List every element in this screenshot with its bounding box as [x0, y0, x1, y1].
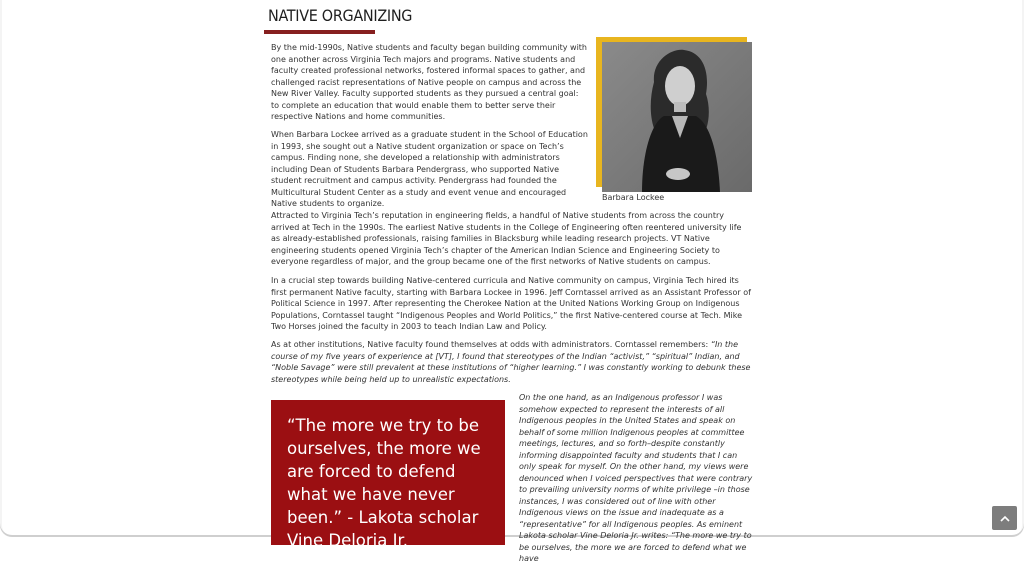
paragraph-corntassel	[271, 339, 753, 385]
scroll-to-top-button[interactable]	[992, 506, 1017, 530]
title-underline	[264, 30, 375, 34]
paragraph-intro: By the mid-1990s, Native students and faculty began building community with one another across Virginia Tech majors and programs. Native students and faculty created professional networks, fostered informal spaces to gather, and challenged racist representations of Native people on campus and across the New River Valley. Faculty supported students as they pursued a central goal: to complete an education that would enable them to better serve their respective Nations and home communities.	[271, 43, 587, 121]
paragraph-lockee: When Barbara Lockee arrived as a graduate student in the School of Education in 1993, she sought out a Native student organization or space on Tech’s campus. Finding none, she developed a relationship with administrators including Dean of Students Barbara Pendergrass, who supported Native student recruitment and campus activity. Pendergrass had founded the Multicultural Student Center as a study and event venue and encouraged Native students to organize.	[271, 130, 588, 208]
paragraph-engineering: Attracted to Virginia Tech’s reputation in engineering fields, a handful of Native students from across the country arrived at Tech in the 1990s. The earliest Native students in the College of Engineering often reentered university life as already-established professionals, raising families in Blacksburg while leading research projects. VT Native engineering students opened Virginia Tech’s chapter of the American Indian Science and Engineering Society to everyone regardless of major, and the group became one of the first networks of Native students on campus.	[271, 211, 742, 266]
paragraph-corntassel-lead: As at other institutions, Native faculty found themselves at odds with administrators. Corntassel remembers:	[271, 340, 711, 349]
section-title: NATIVE ORGANIZING	[268, 6, 413, 25]
photo-caption: Barbara Lockee	[602, 193, 665, 202]
chevron-up-icon	[1000, 515, 1010, 522]
portrait-illustration	[602, 42, 752, 192]
portrait-photo	[602, 42, 752, 192]
paragraph-quote-continued: On the one hand, as an Indigenous professor I was somehow expected to represent the interests of all Indigenous peoples in the United States and speak on behalf of some million Indigenous peoples at committee meetings, lectures, and so forth–despite constantly informing disappointed faculty and students that I can only speak for myself. On the other hand, my views were denounced when I voiced perspectives that were contrary to prevailing university norms of white privilege –in those instances, I was considered out of line with other Indigenous views on the issue and inadequate as a “representative” for all Indigenous peoples. As eminent Lakota scholar Vine Deloria Jr. writes: “The more we try to be ourselves, the more we are forced to defend what we have	[519, 393, 753, 563]
pullquote-text: “The more we try to be ourselves, the more we are forced to defend what we have never been.” - Lakota scholar Vine Deloria Jr.	[287, 416, 481, 550]
paragraph-corntassel-quote: “In the course of my five years of experience at [VT], I found that stereotypes of the Indian “activist,” “spiritual” Indian, and “Noble Savage” were still prevalent at these institutions of “higher learning.” I was constantly working to debunk these stereotypes while being held up to unrealistic expectations.	[271, 340, 751, 384]
paragraph-faculty: In a crucial step towards building Native-centered curricula and Native community on campus, Virginia Tech hired its first permanent Native faculty, starting with Barbara Lockee in 1996. Jeff Corntassel arrived as an Assistant Professor of Political Science in 1997. After representing the Cherokee Nation at the United Nations Working Group on Indigenous Populations, Corntassel taught “Indigenous Peoples and World Politics,” the first Native-centered course at Tech. Mike Two Horses joined the faculty in 2003 to teach Indian Law and Policy.	[271, 276, 751, 331]
